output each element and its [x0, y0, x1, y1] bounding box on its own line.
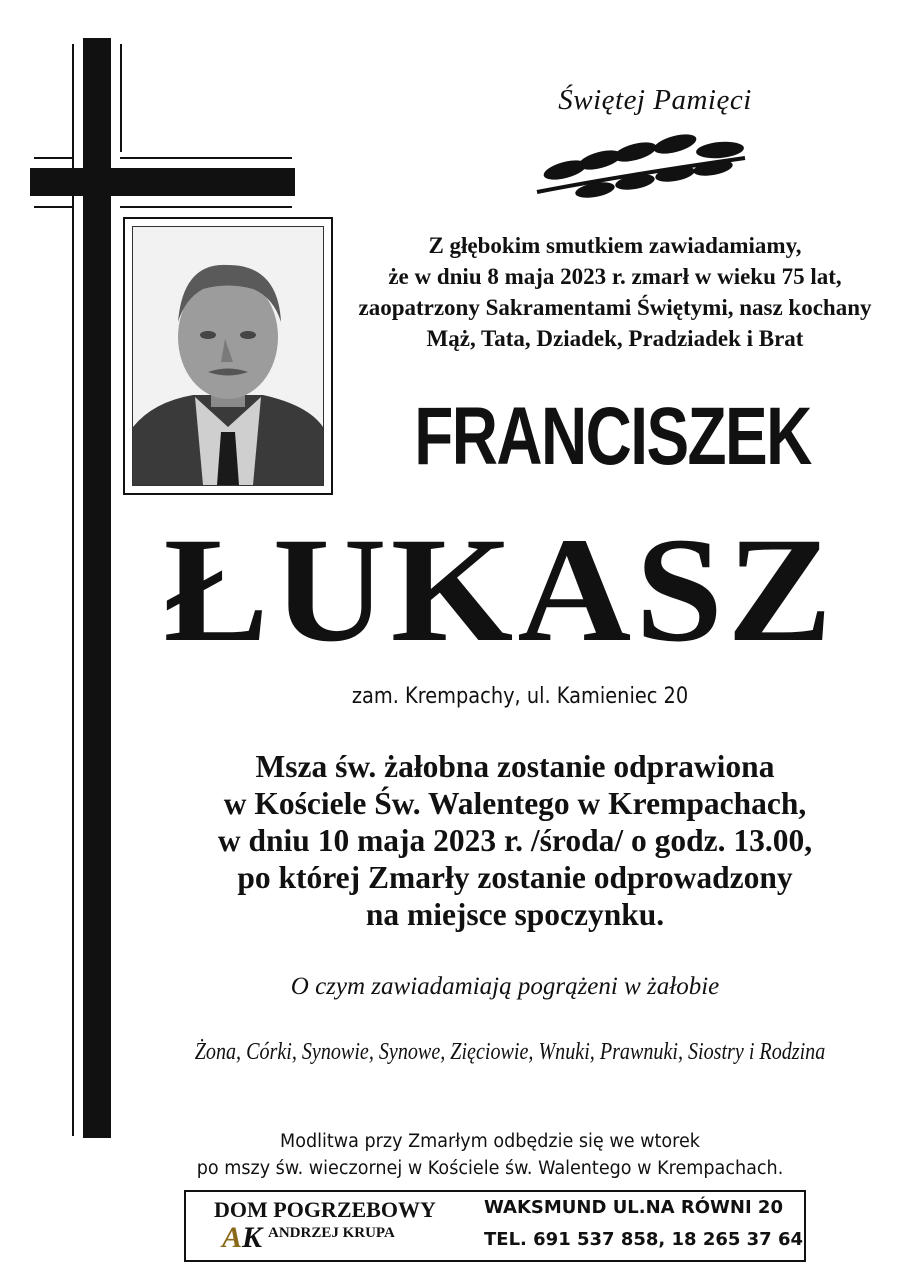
mass-line: na miejsce spoczynku. — [365, 897, 665, 932]
cross-outline-top-right — [120, 157, 292, 159]
prayer-line: Modlitwa przy Zmarłym odbędzie się we wtorek — [280, 1131, 700, 1152]
cross-outline-top-left — [34, 157, 72, 159]
mass-line: w Kościele Św. Walentego w Krempachach, — [223, 786, 807, 821]
prayer-line: po mszy św. wieczornej w Kościele św. Walentego w Krempachach. — [196, 1158, 784, 1179]
funeral-home-phone: TEL. 691 537 858, 18 265 37 64 — [484, 1229, 804, 1250]
deceased-address: zam. Krempachy, ul. Kamieniec 20 — [351, 684, 689, 709]
intro-line: zaopatrzony Sakramentami Świętymi, nasz kochany — [358, 295, 872, 320]
cross-outline-bottom-right — [120, 206, 292, 208]
announcement-intro — [335, 230, 895, 354]
funeral-home-logo-a: A — [222, 1221, 243, 1254]
cross-outline-left — [72, 44, 74, 1136]
intro-line: Mąż, Tata, Dziadek, Pradziadek i Brat — [426, 326, 804, 351]
cross-outline-right-top — [120, 44, 122, 152]
funeral-home-box — [184, 1190, 806, 1262]
intro-line: że w dniu 8 maja 2023 r. zmarł w wieku 75 lat, — [388, 264, 842, 289]
in-memoriam-heading: Świętej Pamięci — [558, 84, 752, 116]
funeral-home-address: WAKSMUND UL.NA RÓWNI 20 — [484, 1197, 783, 1218]
funeral-home-name: DOM POGRZEBOWY — [214, 1197, 436, 1222]
mass-line: Msza św. żałobna zostanie odprawiona — [255, 749, 775, 784]
mourners-intro: O czym zawiadamiają pogrążeni w żałobie — [290, 973, 720, 1000]
portrait-frame — [123, 217, 333, 495]
mass-line: w dniu 10 maja 2023 r. /środa/ o godz. 13.00, — [217, 823, 813, 858]
funeral-mass-info — [100, 748, 905, 933]
funeral-home-owner: ANDRZEJ KRUPA — [268, 1225, 395, 1241]
funeral-home-logo-k: K — [242, 1221, 263, 1254]
mass-line: po której Zmarły zostanie odprowadzony — [237, 860, 793, 895]
deceased-last-name: ŁUKASZ — [163, 507, 837, 673]
olive-branch-icon — [535, 130, 755, 200]
intro-line: Z głębokim smutkiem zawiadamiamy, — [428, 233, 802, 258]
deceased-first-name: FRANCISZEK — [414, 391, 811, 482]
cross-horizontal-beam — [30, 168, 295, 196]
mourners-family: Żona, Córki, Synowie, Synowe, Zięciowie, Wnuki, Prawnuki, Siostry i Rodzina — [194, 1038, 826, 1065]
prayer-info — [158, 1128, 823, 1182]
portrait-photo — [132, 226, 324, 486]
portrait-illustration — [133, 227, 323, 485]
cross-outline-bottom-left — [34, 206, 72, 208]
